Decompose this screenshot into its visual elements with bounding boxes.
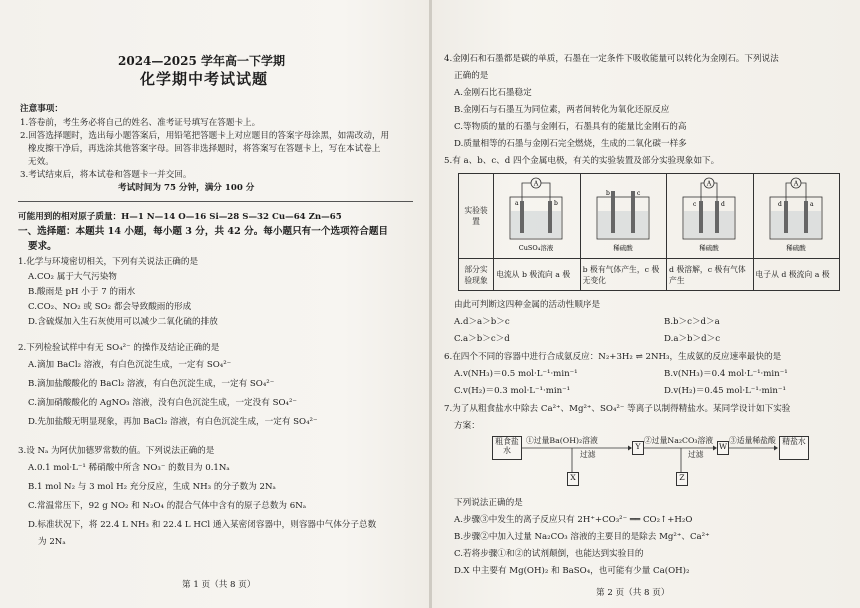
phenomenon-cell: d 极溶解，c 极有气体产生 <box>667 259 753 291</box>
divider <box>18 201 413 202</box>
option: A.v(NH₃)＝0.5 mol·L⁻¹·min⁻¹ <box>454 369 578 379</box>
svg-text:b: b <box>554 200 558 207</box>
option: B.酸雨是 pH 小于 7 的雨水 <box>28 287 136 297</box>
svg-text:c: c <box>636 190 640 197</box>
option: D.X 中主要有 Mg(OH)₂ 和 BaSO₄，也可能有少量 Ca(OH)₂ <box>454 566 690 576</box>
galvanic-cell-diagram-4 <box>756 175 836 255</box>
option: A.金刚石比石墨稳定 <box>454 88 532 98</box>
option: D.含硫煤加入生石灰使用可以减少二氧化硫的排放 <box>28 317 218 327</box>
flow-node-z: Z <box>676 472 688 486</box>
option: C.滴加硝酸酸化的 AgNO₃ 溶液，没有白色沉淀生成，一定没有 SO₄²⁻ <box>28 398 297 408</box>
notice-line: 2.回答选择题时，选出每小题答案后，用铅笔把答题卡上对应题目的答案字母涂黑，如需改动，用 <box>20 131 390 141</box>
flow-node-crude-brine: 粗食盐水 <box>492 436 522 460</box>
option: D.标准状况下，将 22.4 L NH₃ 和 22.4 L HCl 通入某密闭容器中，则容器中气体分子总数 <box>28 520 377 530</box>
flow-node-w: W <box>717 441 729 455</box>
question-3-stem: 3.设 Nₐ 为阿伏加德罗常数的值。下列说法正确的是 <box>18 446 215 456</box>
experiment-table <box>458 173 840 291</box>
option: C.若将步骤①和②的试剂颠倒，也能达到实验目的 <box>454 549 644 559</box>
option: B.v(NH₃)＝0.4 mol·L⁻¹·min⁻¹ <box>664 369 788 379</box>
svg-text:b: b <box>605 190 610 197</box>
phenomenon-cell: 电流从 b 极流向 a 极 <box>494 259 580 291</box>
flow-node-x: X <box>567 472 579 486</box>
option: A.CO₂ 属于大气污染物 <box>28 272 117 282</box>
svg-text:稀硫酸: 稀硫酸 <box>612 244 633 252</box>
notice-line: 无效。 <box>28 157 54 167</box>
option: C.a＞b＞c＞d <box>454 334 510 344</box>
flow-filter-1: 过滤 <box>580 450 596 459</box>
question-2-stem: 2.下列检验试样中有无 SO₄²⁻ 的操作及结论正确的是 <box>18 343 220 353</box>
notice-line: 3.考试结束后，将本试卷和答题卡一并交回。 <box>20 170 192 180</box>
page-footer: 第 1 页（共 8 页） <box>182 580 256 590</box>
page-2 <box>432 0 860 608</box>
question-1-stem: 1.化学与环境密切相关，下列有关说法正确的是 <box>18 257 199 267</box>
question-4-stem-cont: 正确的是 <box>454 71 489 81</box>
svg-text:CuSO₄溶液: CuSO₄溶液 <box>518 244 554 252</box>
flow-step-1: ①过量Ba(OH)₂溶液 <box>526 436 598 445</box>
apparatus-cell <box>753 174 840 259</box>
question-5-conclusion: 由此可判断这四种金属的活动性顺序是 <box>454 300 601 310</box>
beaker-diagram-2 <box>583 175 663 255</box>
apparatus-cell <box>667 174 753 259</box>
time-line: 考试时间为 75 分钟，满分 100 分 <box>118 183 255 193</box>
section-heading-cont: 要求。 <box>28 241 57 252</box>
notice-line: 橡皮擦干净后，再选涂其他答案字母。回答非选择题时，将答案写在答题卡上，写在本试卷上 <box>28 144 381 154</box>
flow-step-3: ③适量稀盐酸 <box>729 436 776 445</box>
svg-text:A: A <box>533 180 539 188</box>
page-title: 化学期中考试试题 <box>140 70 269 88</box>
exam-line: 2024—2025 学年高一下学期 <box>118 54 285 68</box>
option: B.1 mol N₂ 与 3 mol H₂ 充分反应，生成 NH₃ 的分子数为 2Nₐ <box>28 482 276 492</box>
option: D.质量相等的石墨与金刚石完全燃烧，生成的二氧化碳一样多 <box>454 139 687 149</box>
question-7-stem-cont: 方案： <box>454 421 480 431</box>
option: C.CO₂、NO₂ 或 SO₂ 都会导致酸雨的形成 <box>28 302 192 312</box>
phenomenon-cell: b 极有气体产生，c 极无变化 <box>580 259 666 291</box>
galvanic-cell-diagram-1 <box>496 175 576 255</box>
svg-text:d: d <box>777 201 782 208</box>
atomic-masses: 可能用到的相对原子质量：H—1 N—14 O—16 Si—28 S—32 Cu—64 Zn—65 <box>18 212 342 222</box>
svg-text:A: A <box>793 180 798 188</box>
option-cont: 为 2Nₐ <box>38 537 66 547</box>
row-header-apparatus: 实验装置 <box>459 174 494 259</box>
question-5-stem: 5.有 a、b、c、d 四个金属电极，有关的实验装置及部分实验现象如下。 <box>444 156 720 166</box>
apparatus-cell <box>580 174 666 259</box>
svg-text:d: d <box>721 201 725 208</box>
purification-flowchart <box>492 436 812 500</box>
phenomenon-cell: 电子从 d 极流向 a 极 <box>753 259 840 291</box>
option: A.滴加 BaCl₂ 溶液，有白色沉淀生成，一定有 SO₄²⁻ <box>28 360 232 370</box>
notice-heading: 注意事项： <box>20 104 63 114</box>
option: B.步骤②中加入过量 Na₂CO₃ 溶液的主要目的是除去 Mg²⁺、Ca²⁺ <box>454 532 710 542</box>
question-4-stem: 4.金刚石和石墨都是碳的单质，石墨在一定条件下吸收能量可以转化为金刚石。下列说法 <box>444 54 779 64</box>
option: D.v(H₂)＝0.45 mol·L⁻¹·min⁻¹ <box>664 386 786 396</box>
option: D.a＞b＞d＞c <box>664 334 721 344</box>
notice-line: 1.答卷前，考生务必将自己的姓名、准考证号填写在答题卡上。 <box>20 118 261 128</box>
svg-text:稀硫酸: 稀硫酸 <box>699 244 719 252</box>
option: A.d＞a＞b＞c <box>454 317 510 327</box>
section-heading: 一、选择题：本题共 14 小题，每小题 3 分，共 42 分。每小题只有一个选项符合题目 <box>18 226 389 237</box>
question-6-stem: 6.在四个不同的容器中进行合成氨反应：N₂+3H₂ ⇌ 2NH₃，生成氨的反应速率最快的是 <box>444 352 782 362</box>
svg-text:稀硫酸: 稀硫酸 <box>785 244 806 252</box>
option: D.先加盐酸无明显现象，再加 BaCl₂ 溶液，有白色沉淀生成，一定有 SO₄²⁻ <box>28 417 318 427</box>
galvanic-cell-diagram-3 <box>669 175 749 255</box>
option: C.v(H₂)＝0.3 mol·L⁻¹·min⁻¹ <box>454 386 571 396</box>
page-footer: 第 2 页（共 8 页） <box>596 588 670 598</box>
svg-text:A: A <box>706 180 712 188</box>
svg-text:a: a <box>809 201 814 208</box>
flow-node-refined-brine: 精盐水 <box>779 436 809 460</box>
option: A.0.1 mol·L⁻¹ 稀硝酸中所含 NO₃⁻ 的数目为 0.1Nₐ <box>28 463 230 473</box>
option: B.b＞c＞d＞a <box>664 317 720 327</box>
apparatus-cell <box>494 174 580 259</box>
question-7-stem: 7.为了从粗食盐水中除去 Ca²⁺、Mg²⁺、SO₄²⁻ 等离子以制得精盐水。某同学设计如下实验 <box>444 404 791 414</box>
option: B.滴加盐酸酸化的 BaCl₂ 溶液，有白色沉淀生成，一定有 SO₄²⁻ <box>28 379 275 389</box>
option: B.金刚石与石墨互为同位素，两者间转化为氧化还原反应 <box>454 105 670 115</box>
svg-text:a: a <box>515 200 519 207</box>
question-7-prompt: 下列说法正确的是 <box>454 498 523 508</box>
svg-text:c: c <box>693 201 697 208</box>
flow-step-2: ②过量Na₂CO₃溶液 <box>644 436 714 445</box>
option: C.等物质的量的石墨与金刚石，石墨具有的能量比金刚石的高 <box>454 122 687 132</box>
row-header-phenomena: 部分实验现象 <box>459 259 494 291</box>
option: C.常温常压下，92 g NO₂ 和 N₂O₄ 的混合气体中含有的原子总数为 6Nₐ <box>28 501 307 511</box>
flow-filter-2: 过滤 <box>688 450 704 459</box>
flow-node-y: Y <box>632 441 644 455</box>
option: A.步骤③中发生的离子反应只有 2H⁺+CO₃²⁻ ══ CO₂↑+H₂O <box>454 515 693 525</box>
